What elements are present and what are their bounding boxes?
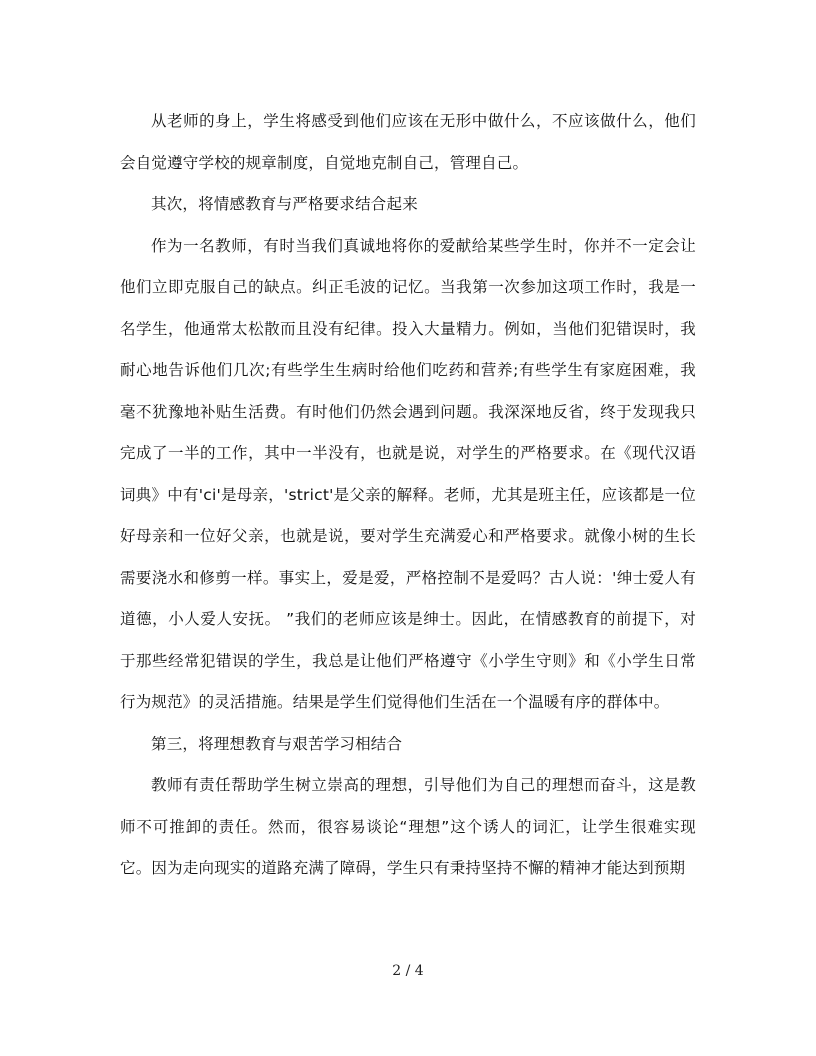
paragraph-ideal-education: 教师有责任帮助学生树立崇高的理想，引导他们为自己的理想而奋斗，这是教师不可推卸的责任。然而，很容易谈论“理想”这个诱人的词汇，让学生很难实现它。因为走向现实的道路充满了障碍，学生只有秉持坚持不懈的精神才能达到预期	[120, 776, 696, 877]
page-number: 2 / 4	[392, 963, 424, 979]
section-heading-second: 其次，将情感教育与严格要求结合起来	[151, 195, 418, 213]
paragraph-teacher-example: 从老师的身上，学生将感受到他们应该在无形中做什么，不应该做什么，他们会自觉遵守学校的规章制度，自觉地克制自己，管理自己。	[120, 112, 696, 172]
section-heading-third: 第三，将理想教育与艰苦学习相结合	[151, 734, 403, 753]
document-body	[120, 101, 696, 890]
paragraph-emotional-education: 作为一名教师，有时当我们真诚地将你的爱献给某些学生时，你并不一定会让他们立即克服自己的缺点。纠正毛波的记忆。当我第一次参加这项工作时，我是一名学生，他通常太松散而且没有纪律。投入大量精力。例如，当他们犯错误时，我耐心地告诉他们几次;有些学生生病时给他们吃药和营养;有些学生有家庭困难，我毫不犹豫地补贴生活费。有时他们仍然会遇到问题。我深深地反省，终于发现我只完成了一半的工作，其中一半没有，也就是说，对学生的严格要求。在《现代汉语词典》中有'ci'是母亲，'strict'是父亲的解释。老师，尤其是班主任，应该都是一位好母亲和一位好父亲，也就是说，要对学生充满爱心和严格要求。就像小树的生长需要浇水和修剪一样。事实上，爱是爱，严格控制不是爱吗？古人说：'绅士爱人有道德，小人爱人安抚。 ”我们的老师应该是绅士。因此，在情感教育的前提下，对于那些经常犯错误的学生，我总是让他们严格遵守《小学生守则》和《小学生日常行为规范》的灵活措施。结果是学生们觉得他们生活在一个温暖有序的群体中。	[120, 236, 696, 711]
